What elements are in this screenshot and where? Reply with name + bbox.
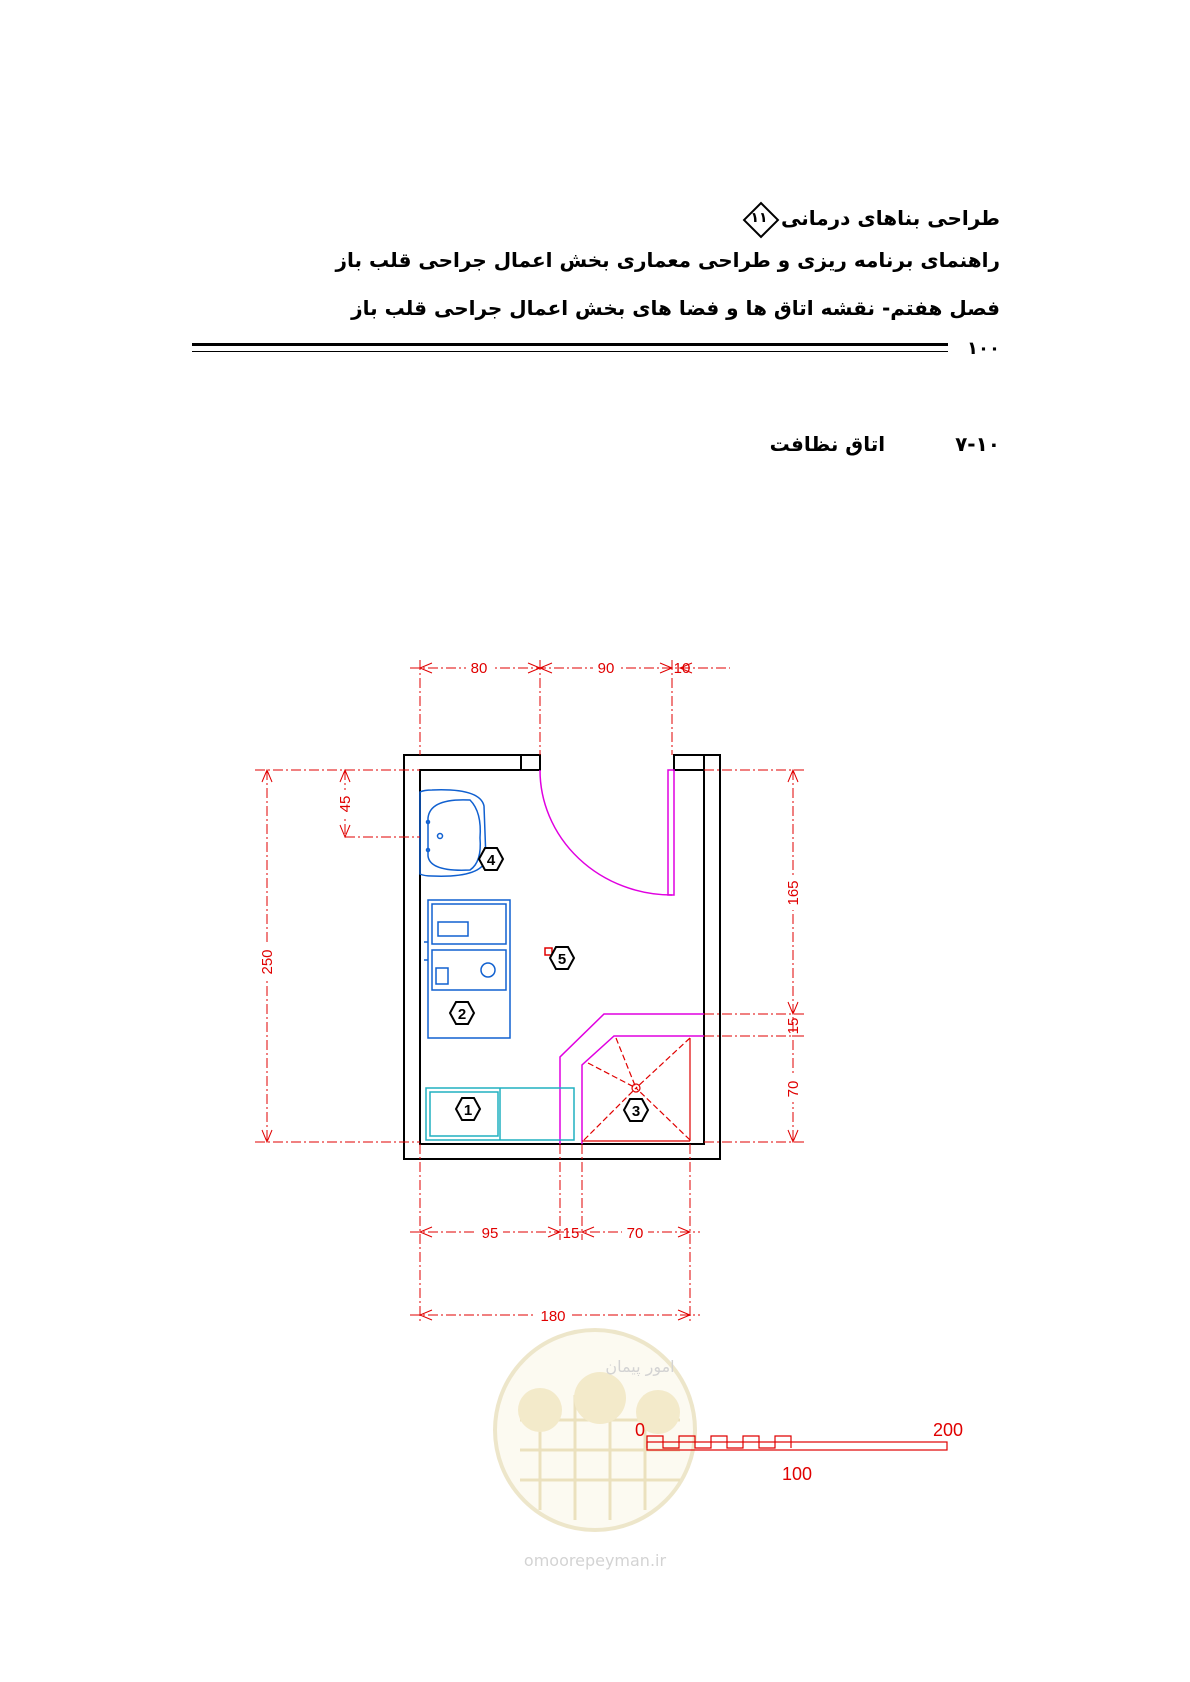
door-swing	[540, 770, 674, 895]
cart-box	[436, 968, 448, 984]
sink-drain-icon	[438, 834, 443, 839]
gear-icon	[574, 1372, 626, 1424]
door-leaf	[668, 770, 674, 895]
drain-line-1	[616, 1038, 636, 1088]
drain-line-5	[588, 1063, 636, 1088]
cart-tray	[438, 922, 468, 936]
dim-bottom-total: 180	[540, 1308, 566, 1325]
scale-mid: 100	[781, 1464, 813, 1484]
chapter-title: فصل هفتم- نقشه اتاق ها و فضا های بخش اعمال جراحی قلب باز	[351, 296, 1000, 320]
drain-line-2	[636, 1038, 690, 1088]
shower-curb	[560, 1014, 704, 1144]
dim-right-shower: 70	[785, 1080, 802, 1098]
svg-text:4: 4	[486, 852, 496, 869]
door-opening	[540, 753, 674, 773]
dim-top-right: 10	[673, 660, 691, 677]
svg-text:5: 5	[557, 951, 567, 968]
book-title: طراحی بناهای درمانی	[780, 206, 1000, 230]
section-title: اتاق نظافت	[769, 432, 886, 456]
sink	[420, 790, 486, 876]
sink-basin-inner	[428, 800, 480, 870]
dim-bottom-c: 70	[626, 1225, 644, 1242]
shower-tray	[582, 1038, 690, 1141]
door-jamb-left	[521, 755, 540, 770]
svg-text:3: 3	[631, 1103, 641, 1120]
section-number: ۷-۱۰	[955, 432, 1000, 456]
scale-zero: 0	[634, 1420, 646, 1440]
tag-2	[450, 1002, 474, 1024]
dim-top-mid: 90	[597, 660, 615, 677]
watermark-url: omoorepeyman.ir	[523, 1551, 667, 1570]
bucket-icon	[481, 963, 495, 977]
book-number: ۱۱	[750, 210, 768, 226]
dimension-arrows	[262, 663, 798, 1320]
floor-drain-icon	[545, 948, 552, 955]
svg-text:2: 2	[457, 1006, 467, 1023]
door-arc	[540, 770, 672, 895]
tag-1	[456, 1098, 480, 1120]
gear-icon	[518, 1388, 562, 1432]
tag-3	[624, 1099, 648, 1121]
dim-bottom-a: 95	[481, 1225, 499, 1242]
page-number: ۱۰۰	[967, 338, 1000, 359]
dim-right-upper: 165	[785, 880, 802, 906]
door-jamb-right	[674, 755, 704, 770]
dim-right-step: 15	[785, 1017, 802, 1035]
fixture-tags	[450, 848, 648, 1121]
dimension-lines	[255, 660, 805, 1322]
dim-left-total: 250	[259, 949, 276, 975]
tag-5	[550, 947, 574, 969]
curb-inner	[582, 1036, 704, 1144]
tag-4	[479, 848, 503, 870]
watermark-logo-text: امور پیمان	[605, 1357, 675, 1376]
scale-end: 200	[932, 1420, 964, 1440]
dim-top-left: 80	[470, 660, 488, 677]
dim-left-sink: 45	[337, 795, 354, 813]
svg-text:1: 1	[463, 1102, 473, 1119]
cart-shelf-top	[432, 904, 506, 944]
dim-bottom-b: 15	[562, 1225, 580, 1242]
utility-cabinet	[426, 1088, 574, 1140]
book-subtitle: راهنمای برنامه ریزی و طراحی معماری بخش اعمال جراحی قلب باز	[335, 248, 1000, 272]
